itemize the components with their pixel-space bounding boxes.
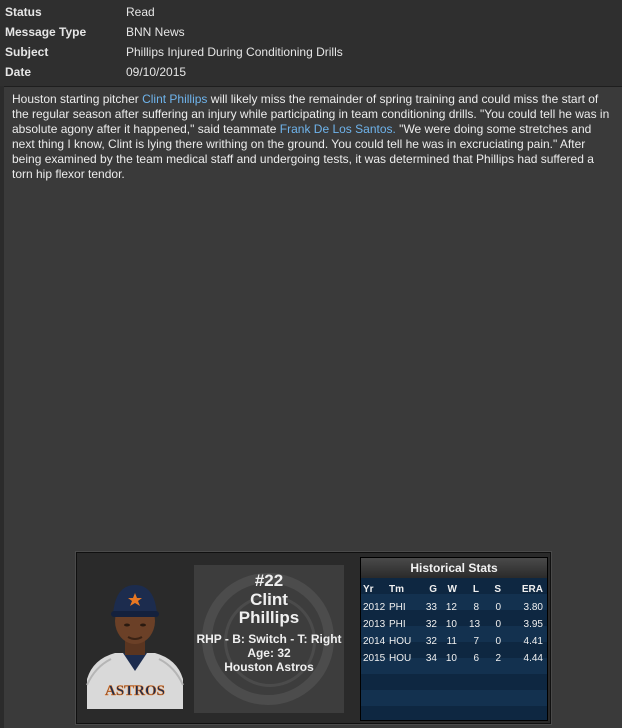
status-row [0,2,622,22]
stats-cell-yr: 2012 [363,602,386,613]
player-number: #22 [254,571,284,590]
stats-cell-l: 6 [473,653,479,664]
status-value: Read [126,5,155,19]
message-type-value: BNN News [126,25,185,39]
message-type-label: Message Type [5,25,87,39]
player-portrait-image [85,567,185,709]
stats-header-era: ERA [521,584,543,595]
stats-row [361,634,547,650]
stats-cell-w: 12 [445,602,457,613]
stats-row [361,600,547,616]
stats-cell-s: 0 [495,602,501,613]
historical-stats-title: Historical Stats [361,558,547,578]
stats-cell-l: 7 [473,636,479,647]
stats-cell-era: 3.95 [523,619,543,630]
stats-cell-w: 10 [445,619,457,630]
subject-value: Phillips Injured During Conditioning Drills [126,45,343,59]
player-portrait[interactable] [85,567,185,709]
stats-cell-era: 4.41 [523,636,543,647]
left-edge [0,86,4,728]
player-first-name: Clint [250,590,288,609]
status-label: Status [5,5,42,19]
stats-cell-s: 0 [495,619,501,630]
stats-cell-w: 10 [445,653,457,664]
stats-cell-era: 4.44 [523,653,543,664]
player-last-name: Phillips [238,608,300,627]
stats-header-row [361,582,547,598]
stats-header-w: W [447,584,457,595]
player-team: Houston Astros [224,660,314,674]
stats-cell-yr: 2015 [363,653,386,664]
message-body [12,92,610,182]
stats-row [361,617,547,633]
historical-stats-panel [360,557,548,721]
stats-header-s: S [494,584,501,595]
stats-cell-tm: PHI [389,619,406,630]
player-link-clint-phillips[interactable]: Clint Phillips [142,92,208,106]
stats-cell-g: 32 [425,619,437,630]
body-text-part: will likely miss the remainder of spring training and could miss the start of the regular season after suffering an injury while participating in team conditioning drills. "You could tell he was in absolute agony after it happened," said teammate [12,92,610,136]
player-age: Age: 32 [247,646,291,660]
player-card[interactable] [76,552,551,724]
stats-cell-s: 0 [495,636,501,647]
message-type-row [0,22,622,42]
message-header [0,0,622,87]
stats-cell-w: 11 [446,636,457,647]
body-text-part: Houston starting pitcher [12,92,143,106]
stats-cell-tm: HOU [389,653,412,664]
player-position-bats-throws: RHP - B: Switch - T: Right [196,632,342,646]
stats-cell-yr: 2014 [363,636,386,647]
stats-cell-g: 34 [425,653,437,664]
stats-cell-g: 32 [425,636,437,647]
date-row [0,62,622,82]
jersey-lettering: ASTROS [104,683,166,699]
date-value: 09/10/2015 [126,65,187,79]
stats-cell-s: 2 [495,653,501,664]
stats-cell-g: 33 [425,602,437,613]
stats-header-g: G [429,584,437,595]
player-link-frank-de-los-santos[interactable]: Frank De Los Santos. [279,122,396,136]
stats-cell-l: 8 [473,602,479,613]
subject-row [0,42,622,62]
stats-cell-era: 3.80 [523,602,543,613]
stats-cell-l: 13 [469,619,481,630]
date-label: Date [5,65,32,79]
stats-header-l: L [472,584,479,595]
stats-header-tm: Tm [389,584,404,595]
stats-header-yr: Yr [363,584,374,595]
stats-cell-tm: PHI [389,602,406,613]
body-text-part: "We were doing some stretches and next thing I know, Clint is lying there writhing on the ground. You could tell he was in excruciating pain." After being examined by the team medical staff and undergoing tests, it was determined that Phillips had suffered a torn hip flexor tendor. [12,122,594,181]
player-info-panel [194,565,344,713]
subject-label: Subject [5,45,49,59]
stats-row [361,651,547,667]
stats-cell-tm: HOU [389,636,412,647]
stats-cell-yr: 2013 [363,619,386,630]
